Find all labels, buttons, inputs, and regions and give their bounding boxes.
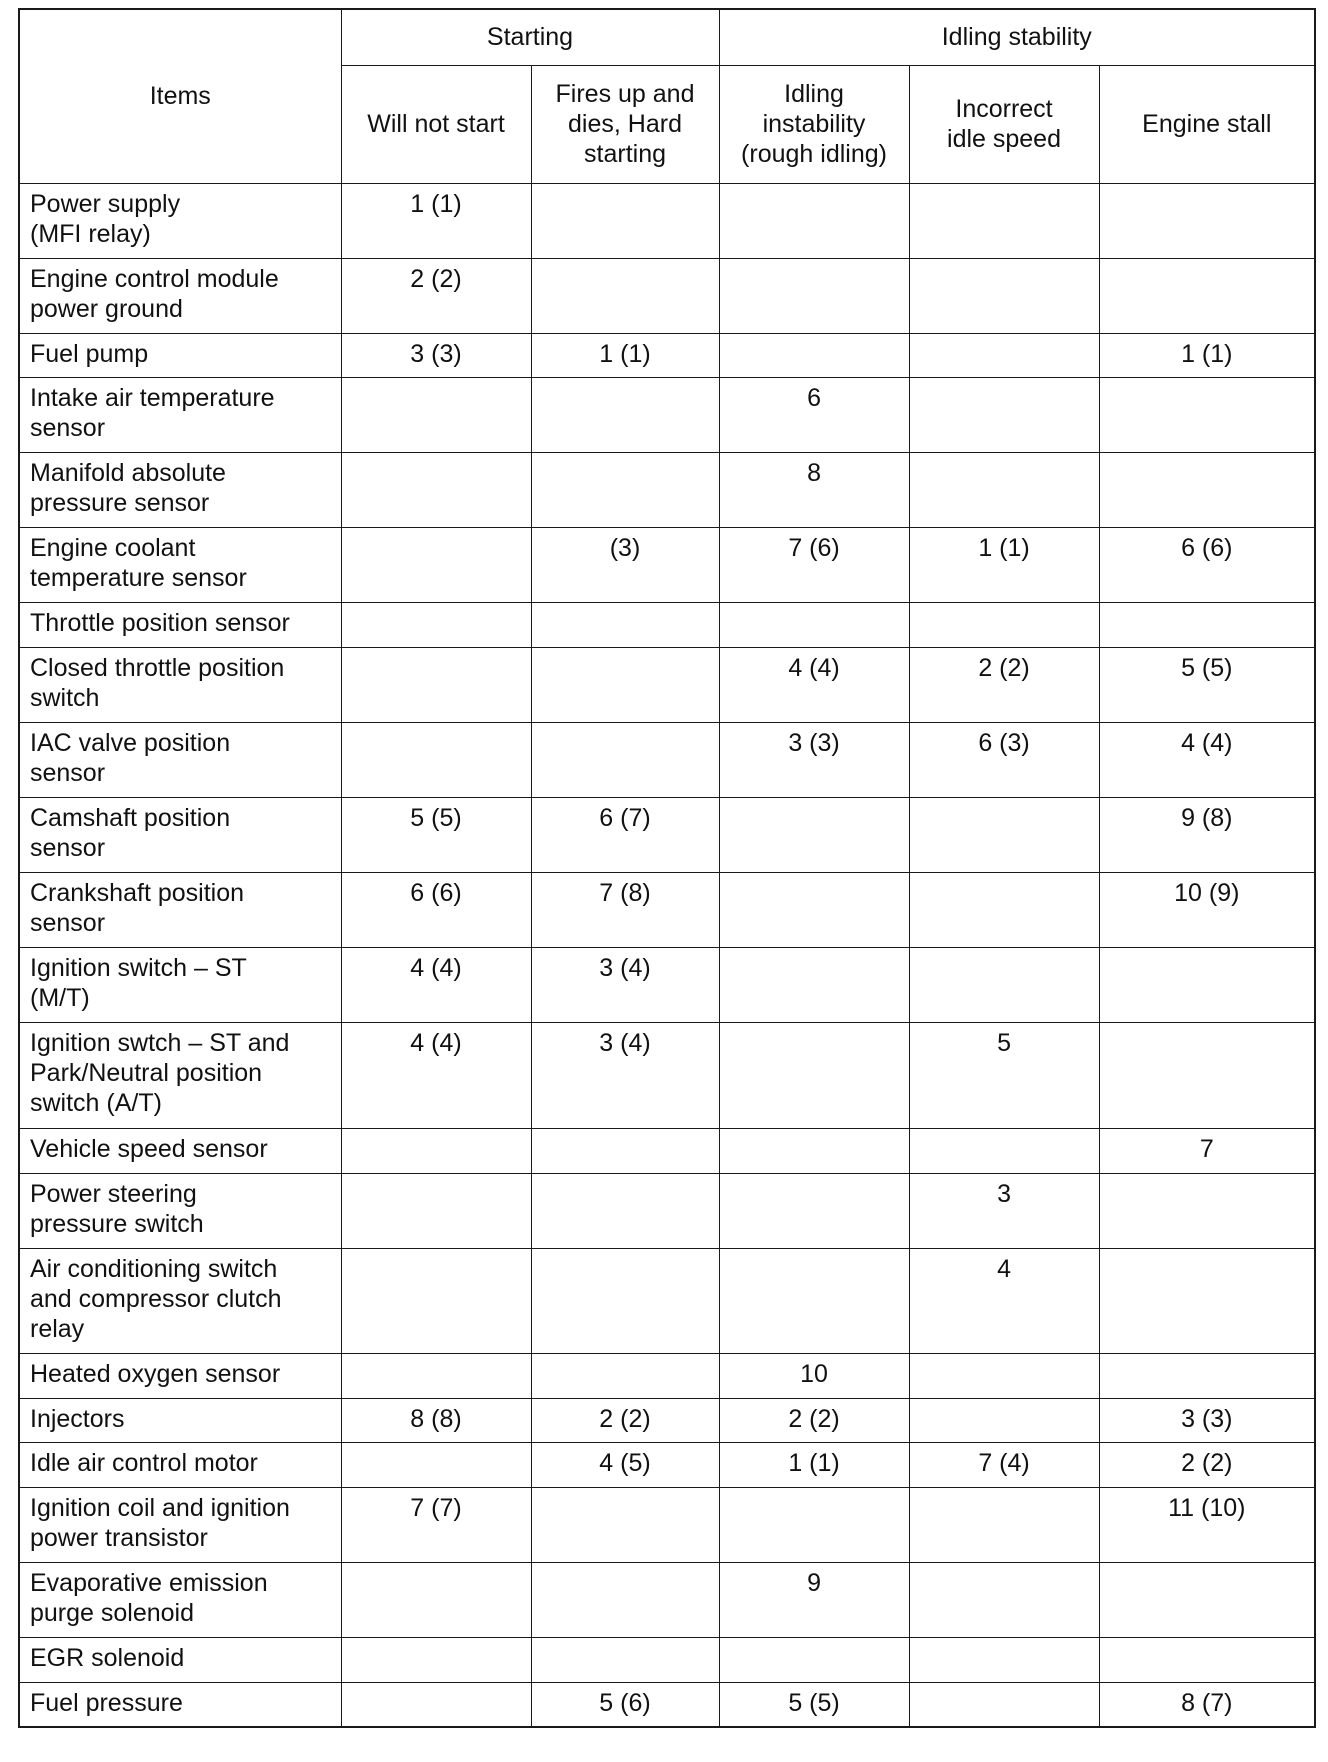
- value-cell: [1099, 378, 1315, 453]
- check-order-value: 7 (8): [599, 879, 651, 908]
- diagnosis-table-sheet: [18, 8, 1314, 1728]
- check-order-value: 1 (1): [1181, 339, 1233, 368]
- item-cell: [19, 258, 341, 333]
- item-cell: [19, 1128, 341, 1173]
- item-label: Fuel pressure: [30, 1688, 183, 1717]
- table-row: [19, 1128, 1315, 1173]
- item-cell: [19, 1354, 341, 1399]
- check-order-value: 5: [997, 1029, 1011, 1058]
- value-cell: [1099, 333, 1315, 378]
- table-row: [19, 528, 1315, 603]
- value-cell: [531, 948, 719, 1023]
- item-label: Ignition coil and ignition power transistor: [30, 1493, 290, 1552]
- value-cell: [341, 1682, 531, 1727]
- value-cell: [531, 1354, 719, 1399]
- value-cell: [719, 1023, 909, 1129]
- value-cell: [719, 333, 909, 378]
- check-order-value: 2 (2): [978, 654, 1030, 683]
- value-cell: [719, 258, 909, 333]
- value-cell: [341, 603, 531, 648]
- check-order-value: 5 (5): [410, 804, 462, 833]
- check-order-value: 1 (1): [978, 534, 1030, 563]
- diagnosis-table: [18, 8, 1316, 1728]
- value-cell: [341, 528, 531, 603]
- item-cell: [19, 1398, 341, 1443]
- value-cell: [909, 1354, 1099, 1399]
- value-cell: [531, 333, 719, 378]
- value-cell: [531, 1398, 719, 1443]
- check-order-value: 5 (5): [1181, 654, 1233, 683]
- items-header-label: Items: [149, 82, 211, 111]
- value-cell: [341, 258, 531, 333]
- value-cell: [1099, 1443, 1315, 1488]
- check-order-value: 10 (9): [1174, 879, 1240, 908]
- value-cell: [1099, 183, 1315, 258]
- table-row: [19, 648, 1315, 723]
- item-cell: [19, 1173, 341, 1248]
- value-cell: [1099, 1487, 1315, 1562]
- value-cell: [531, 1487, 719, 1562]
- value-cell: [719, 1443, 909, 1488]
- item-label: Power supply (MFI relay): [30, 189, 181, 248]
- value-cell: [1099, 258, 1315, 333]
- group-header-idling-stability-label: Idling stability: [941, 23, 1092, 52]
- table-row: [19, 378, 1315, 453]
- value-cell: [719, 798, 909, 873]
- value-cell: [1099, 1173, 1315, 1248]
- item-label: Air conditioning switch and compressor clutch relay: [30, 1254, 282, 1343]
- value-cell: [531, 1638, 719, 1683]
- value-cell: [719, 1398, 909, 1443]
- check-order-value: 3 (3): [410, 339, 462, 368]
- item-cell: [19, 1563, 341, 1638]
- check-order-value: 4: [997, 1254, 1011, 1283]
- item-label: Idle air control motor: [30, 1449, 258, 1478]
- table-row: [19, 1173, 1315, 1248]
- item-cell: [19, 1443, 341, 1488]
- value-cell: [719, 1682, 909, 1727]
- value-cell: [531, 528, 719, 603]
- value-cell: [1099, 1248, 1315, 1354]
- table-header: [19, 9, 1315, 183]
- value-cell: [719, 1248, 909, 1354]
- item-label: Evaporative emission purge solenoid: [30, 1569, 268, 1627]
- value-cell: [909, 1023, 1099, 1129]
- table-row: [19, 1023, 1315, 1129]
- value-cell: [719, 378, 909, 453]
- value-cell: [719, 1487, 909, 1562]
- value-cell: [909, 798, 1099, 873]
- table-row: [19, 1563, 1315, 1638]
- items-header: [19, 9, 341, 183]
- value-cell: [719, 1638, 909, 1683]
- value-cell: [719, 873, 909, 948]
- item-cell: [19, 873, 341, 948]
- value-cell: [341, 453, 531, 528]
- value-cell: [341, 1443, 531, 1488]
- value-cell: [719, 603, 909, 648]
- value-cell: [719, 648, 909, 723]
- value-cell: [531, 603, 719, 648]
- item-cell: [19, 648, 341, 723]
- column-header-label: Incorrect idle speed: [947, 95, 1061, 153]
- column-header-label: Engine stall: [1142, 110, 1272, 138]
- value-cell: [341, 1563, 531, 1638]
- value-cell: [531, 1128, 719, 1173]
- value-cell: [719, 453, 909, 528]
- check-order-value: 8 (7): [1181, 1688, 1233, 1717]
- item-label: Fuel pump: [30, 339, 149, 368]
- group-header-idling-stability: [719, 9, 1315, 65]
- value-cell: [531, 1248, 719, 1354]
- table-row: [19, 1354, 1315, 1399]
- item-label: Crankshaft position sensor: [30, 879, 245, 938]
- item-label: Injectors: [30, 1404, 125, 1433]
- table-row: [19, 873, 1315, 948]
- value-cell: [531, 258, 719, 333]
- check-order-value: 7 (7): [410, 1493, 462, 1522]
- value-cell: [531, 453, 719, 528]
- value-cell: [531, 1023, 719, 1129]
- check-order-value: 1 (1): [410, 189, 462, 218]
- value-cell: [531, 873, 719, 948]
- value-cell: [341, 333, 531, 378]
- check-order-value: 6: [807, 384, 821, 413]
- check-order-value: 11 (10): [1168, 1493, 1246, 1522]
- value-cell: [341, 1173, 531, 1248]
- item-cell: [19, 1638, 341, 1683]
- value-cell: [341, 1354, 531, 1399]
- value-cell: [1099, 1682, 1315, 1727]
- item-label: Engine control module power ground: [30, 264, 279, 323]
- check-order-value: 4 (4): [410, 1029, 462, 1058]
- item-label: Ignition switch – ST (M/T): [30, 954, 247, 1013]
- check-order-value: 5 (6): [599, 1688, 651, 1717]
- table-row: [19, 798, 1315, 873]
- item-label: Closed throttle position switch: [30, 654, 285, 713]
- value-cell: [909, 183, 1099, 258]
- value-cell: [909, 453, 1099, 528]
- column-header-will-not-start: [341, 65, 531, 183]
- check-order-value: 6 (3): [978, 729, 1030, 758]
- item-cell: [19, 1682, 341, 1727]
- table-row: [19, 1682, 1315, 1727]
- check-order-value: 7 (4): [978, 1449, 1030, 1478]
- column-header-engine-stall: [1099, 65, 1315, 183]
- value-cell: [719, 948, 909, 1023]
- table-row: [19, 1443, 1315, 1488]
- value-cell: [531, 183, 719, 258]
- item-cell: [19, 798, 341, 873]
- table-body: [19, 183, 1315, 1727]
- check-order-value: 1 (1): [599, 339, 651, 368]
- column-header-idling-instability: [719, 65, 909, 183]
- item-label: Intake air temperature sensor: [30, 384, 275, 443]
- value-cell: [531, 1173, 719, 1248]
- value-cell: [719, 1128, 909, 1173]
- value-cell: [1099, 1128, 1315, 1173]
- item-label: IAC valve position sensor: [30, 729, 231, 788]
- check-order-value: 9 (8): [1181, 804, 1233, 833]
- item-cell: [19, 1248, 341, 1354]
- column-header-label: Idling instability (rough idling): [741, 80, 887, 168]
- value-cell: [1099, 798, 1315, 873]
- value-cell: [909, 603, 1099, 648]
- value-cell: [1099, 1023, 1315, 1129]
- value-cell: [909, 723, 1099, 798]
- table-row: [19, 603, 1315, 648]
- value-cell: [341, 1638, 531, 1683]
- value-cell: [341, 723, 531, 798]
- item-label: Camshaft position sensor: [30, 804, 231, 863]
- item-cell: [19, 333, 341, 378]
- column-header-label: Will not start: [367, 110, 505, 138]
- value-cell: [1099, 723, 1315, 798]
- check-order-value: 7: [1199, 1134, 1214, 1163]
- table-row: [19, 258, 1315, 333]
- value-cell: [909, 1173, 1099, 1248]
- item-label: Power steering pressure switch: [30, 1179, 204, 1238]
- item-cell: [19, 1487, 341, 1562]
- value-cell: [531, 1443, 719, 1488]
- check-order-value: 5 (5): [788, 1688, 840, 1717]
- check-order-value: (3): [609, 534, 641, 563]
- value-cell: [719, 1173, 909, 1248]
- item-label: Throttle position sensor: [30, 609, 290, 638]
- check-order-value: 1 (1): [788, 1449, 840, 1478]
- value-cell: [909, 1682, 1099, 1727]
- value-cell: [1099, 1638, 1315, 1683]
- table-row: [19, 183, 1315, 258]
- value-cell: [719, 723, 909, 798]
- item-label: Vehicle speed sensor: [30, 1134, 268, 1163]
- item-cell: [19, 183, 341, 258]
- item-cell: [19, 948, 341, 1023]
- value-cell: [341, 1248, 531, 1354]
- value-cell: [909, 1398, 1099, 1443]
- check-order-value: 3 (3): [1181, 1404, 1233, 1433]
- item-cell: [19, 603, 341, 648]
- check-order-value: 3 (4): [599, 1029, 651, 1058]
- item-label: Heated oxygen sensor: [30, 1360, 281, 1389]
- check-order-value: 8: [807, 459, 821, 488]
- check-order-value: 6 (6): [1181, 534, 1233, 563]
- value-cell: [531, 378, 719, 453]
- check-order-value: 2 (2): [599, 1404, 651, 1433]
- check-order-value: 3 (4): [599, 954, 651, 983]
- table-row: [19, 333, 1315, 378]
- value-cell: [1099, 603, 1315, 648]
- value-cell: [909, 1248, 1099, 1354]
- value-cell: [909, 378, 1099, 453]
- check-order-value: 2 (2): [410, 264, 462, 293]
- value-cell: [341, 1398, 531, 1443]
- item-cell: [19, 723, 341, 798]
- table-row: [19, 1638, 1315, 1683]
- value-cell: [531, 723, 719, 798]
- check-order-value: 2 (2): [788, 1404, 840, 1433]
- check-order-value: 4 (5): [599, 1449, 651, 1478]
- value-cell: [1099, 1354, 1315, 1399]
- value-cell: [719, 528, 909, 603]
- check-order-value: 3: [997, 1179, 1011, 1208]
- table-row: [19, 723, 1315, 798]
- value-cell: [341, 948, 531, 1023]
- item-cell: [19, 1023, 341, 1129]
- value-cell: [1099, 1398, 1315, 1443]
- value-cell: [1099, 1563, 1315, 1638]
- value-cell: [909, 648, 1099, 723]
- value-cell: [531, 1563, 719, 1638]
- table-row: [19, 948, 1315, 1023]
- item-label: Engine coolant temperature sensor: [30, 534, 247, 593]
- check-order-value: 9: [807, 1569, 821, 1597]
- value-cell: [909, 1443, 1099, 1488]
- value-cell: [909, 873, 1099, 948]
- check-order-value: 2 (2): [1181, 1449, 1233, 1478]
- value-cell: [531, 648, 719, 723]
- value-cell: [909, 1638, 1099, 1683]
- value-cell: [341, 873, 531, 948]
- value-cell: [341, 378, 531, 453]
- value-cell: [1099, 528, 1315, 603]
- table-row: [19, 1398, 1315, 1443]
- table-row: [19, 453, 1315, 528]
- column-header-label: Fires up and dies, Hard starting: [555, 80, 695, 168]
- value-cell: [909, 948, 1099, 1023]
- check-order-value: 4 (4): [788, 654, 840, 683]
- check-order-value: 8 (8): [410, 1404, 462, 1433]
- value-cell: [1099, 873, 1315, 948]
- value-cell: [719, 1563, 909, 1638]
- value-cell: [909, 1128, 1099, 1173]
- value-cell: [1099, 453, 1315, 528]
- check-order-value: 6 (7): [599, 804, 651, 833]
- value-cell: [341, 1487, 531, 1562]
- value-cell: [341, 648, 531, 723]
- item-cell: [19, 453, 341, 528]
- value-cell: [341, 798, 531, 873]
- group-header-starting: [341, 9, 719, 65]
- item-label: EGR solenoid: [30, 1644, 185, 1673]
- check-order-value: 4 (4): [1181, 729, 1233, 758]
- table-row: [19, 1487, 1315, 1562]
- table-row: [19, 1248, 1315, 1354]
- column-header-fires-up-and-dies: [531, 65, 719, 183]
- check-order-value: 7 (6): [788, 534, 840, 563]
- value-cell: [341, 183, 531, 258]
- value-cell: [719, 1354, 909, 1399]
- value-cell: [909, 258, 1099, 333]
- column-header-incorrect-idle-speed: [909, 65, 1099, 183]
- item-cell: [19, 378, 341, 453]
- check-order-value: 6 (6): [410, 879, 462, 908]
- check-order-value: 3 (3): [788, 729, 840, 758]
- value-cell: [909, 1563, 1099, 1638]
- value-cell: [341, 1128, 531, 1173]
- item-label: Ignition swtch – ST and Park/Neutral position switch (A/T): [30, 1029, 290, 1118]
- value-cell: [531, 798, 719, 873]
- value-cell: [531, 1682, 719, 1727]
- value-cell: [341, 1023, 531, 1129]
- check-order-value: 10: [800, 1360, 828, 1389]
- value-cell: [1099, 648, 1315, 723]
- group-header-starting-label: Starting: [486, 23, 574, 52]
- value-cell: [1099, 948, 1315, 1023]
- check-order-value: 4 (4): [410, 954, 462, 983]
- item-label: Manifold absolute pressure sensor: [30, 459, 226, 518]
- value-cell: [909, 1487, 1099, 1562]
- value-cell: [909, 528, 1099, 603]
- value-cell: [909, 333, 1099, 378]
- value-cell: [719, 183, 909, 258]
- item-cell: [19, 528, 341, 603]
